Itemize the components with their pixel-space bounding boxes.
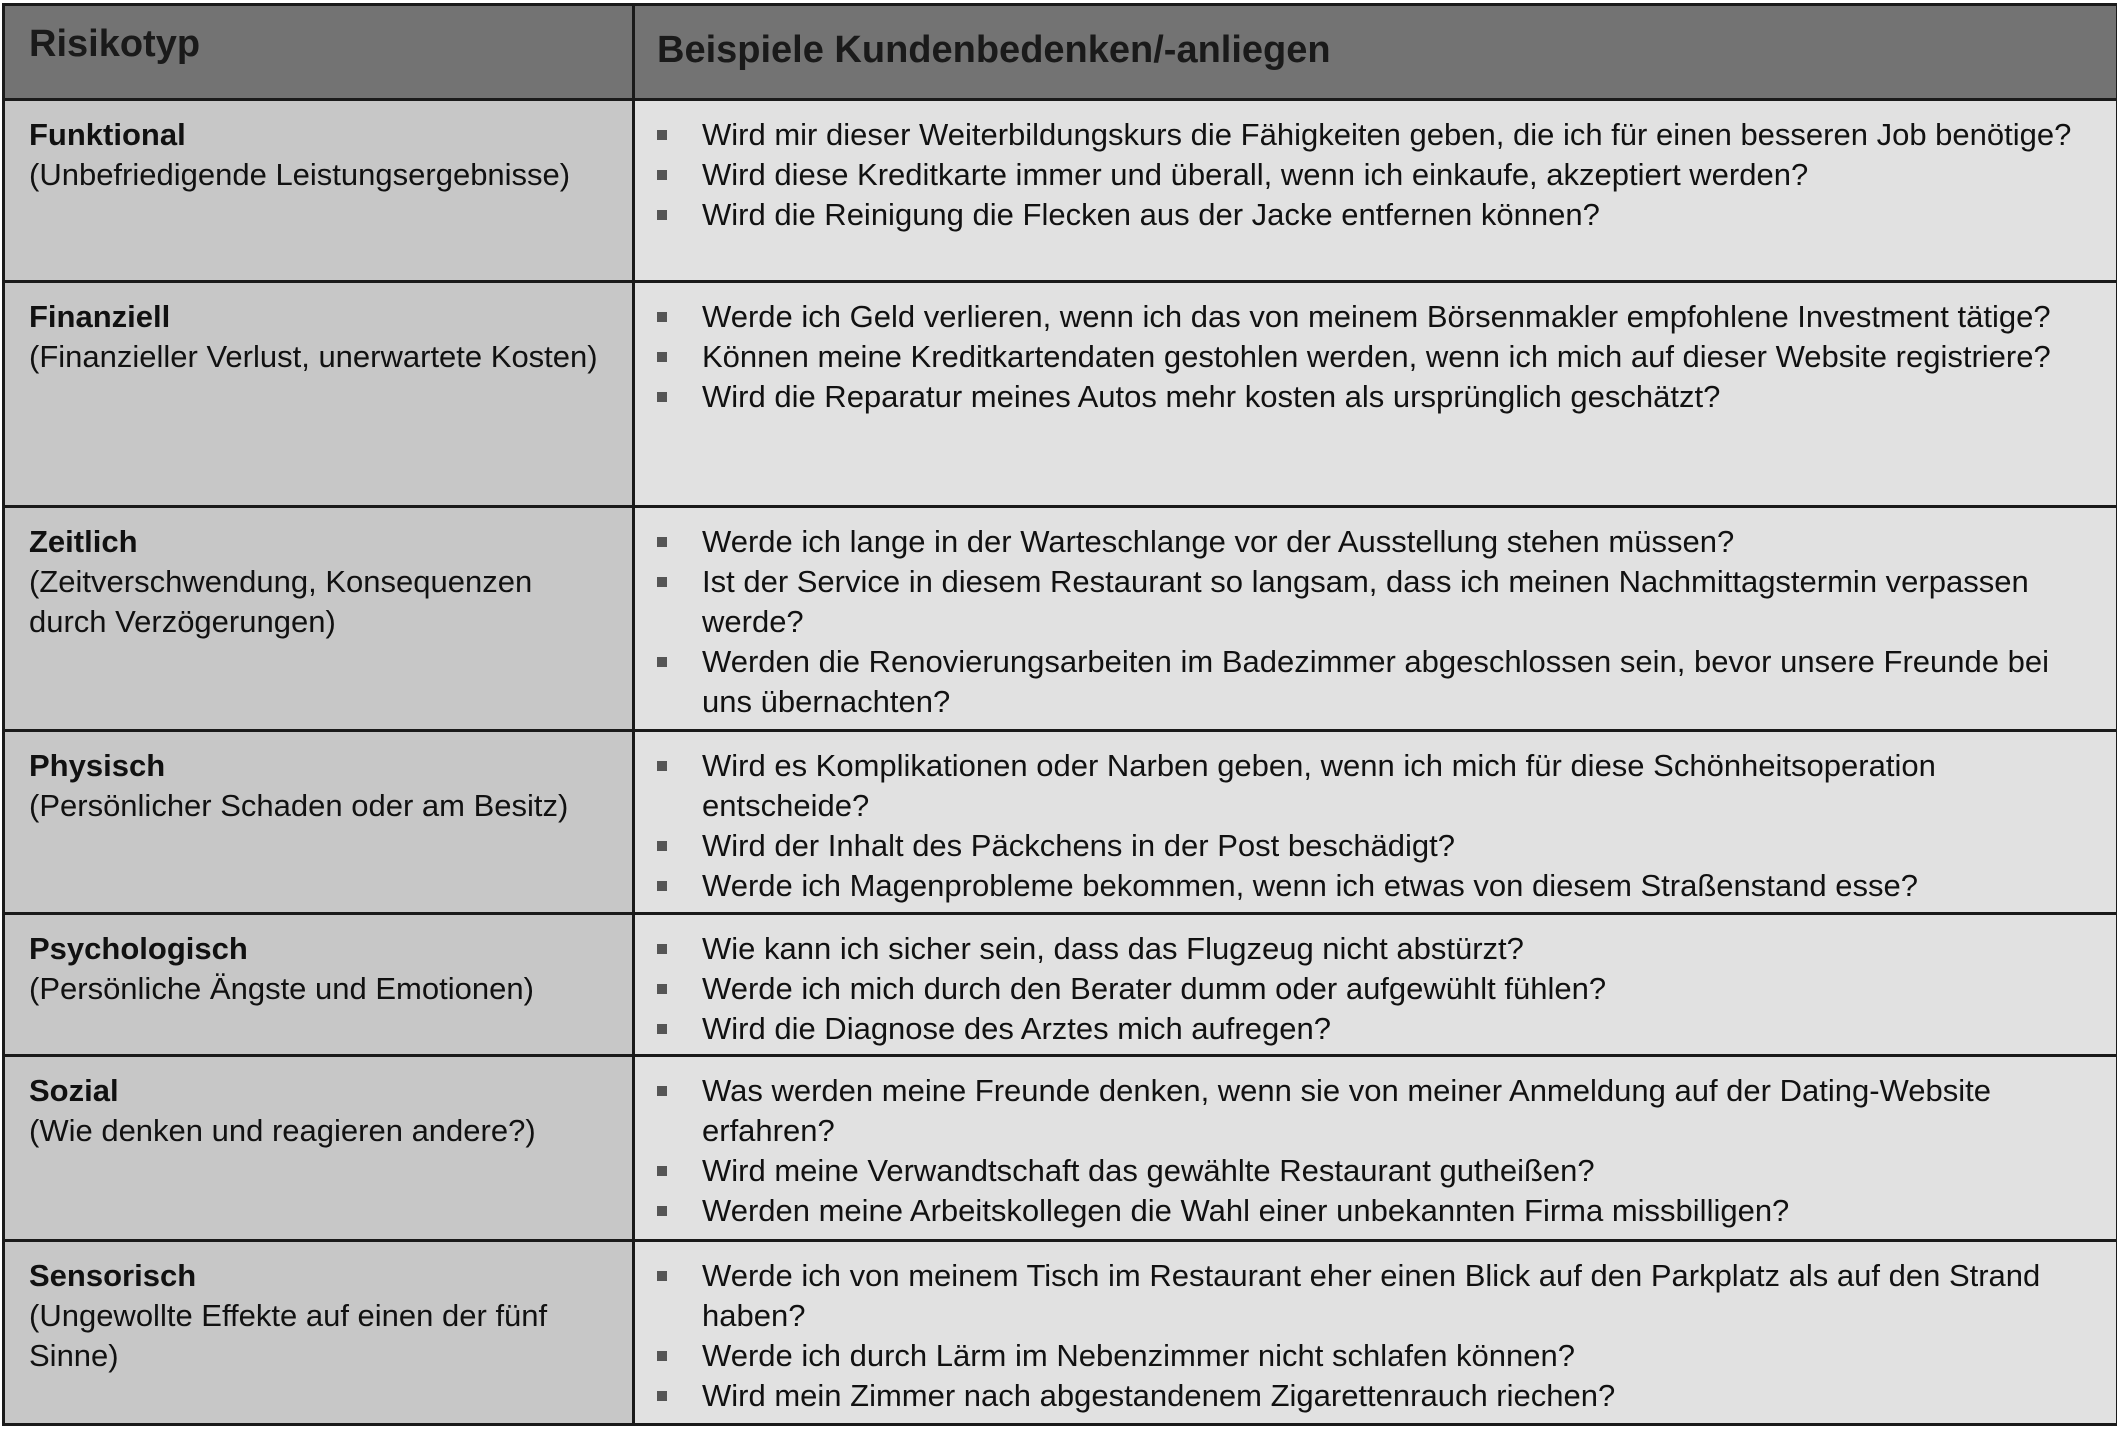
list-item: Wird meine Verwandtschaft das gewählte Restaurant gutheißen? [635, 1151, 2092, 1191]
list-item: Werden die Renovierungsarbeiten im Badezimmer abgeschlossen sein, bevor unsere Freunde bei uns übernachten? [635, 642, 2092, 722]
bullet-square-icon [657, 312, 667, 322]
examples-cell [634, 1056, 2117, 1240]
risk-table-wrapper [2, 3, 2116, 1426]
list-item: Werde ich von meinem Tisch im Restaurant eher einen Blick auf den Parkplatz als auf den Strand haben? [635, 1256, 2092, 1336]
list-item: Was werden meine Freunde denken, wenn sie von meiner Anmeldung auf der Dating-Website erfahren? [635, 1071, 2092, 1151]
table-header-row [4, 5, 2117, 100]
list-item: Werde ich mich durch den Berater dumm oder aufgewühlt fühlen? [635, 969, 2092, 1009]
risk-type-table [2, 3, 2117, 1426]
risk-type-cell [4, 506, 634, 731]
examples-list [635, 283, 2116, 417]
examples-list [635, 915, 2116, 1049]
bullet-square-icon [657, 1391, 667, 1401]
risk-type-description: (Unbefriedigende Leistungsergebnisse) [29, 157, 571, 192]
examples-cell [634, 731, 2117, 913]
bullet-square-icon [657, 130, 667, 140]
bullet-square-icon [657, 1024, 667, 1034]
examples-cell [634, 100, 2117, 282]
table-row [4, 1240, 2117, 1424]
bullet-square-icon [657, 577, 667, 587]
list-item: Ist der Service in diesem Restaurant so langsam, dass ich meinen Nachmittagstermin verpassen werde? [635, 562, 2092, 642]
list-item: Können meine Kreditkartendaten gestohlen werden, wenn ich mich auf dieser Website registriere? [635, 337, 2092, 377]
risk-type-name: Physisch [29, 748, 166, 784]
list-item: Werde ich lange in der Warteschlange vor der Ausstellung stehen müssen? [635, 522, 2092, 562]
bullet-square-icon [657, 984, 667, 994]
risk-type-name: Psychologisch [29, 930, 248, 966]
risk-type-name: Finanziell [29, 299, 171, 335]
list-item: Wird die Reparatur meines Autos mehr kosten als ursprünglich geschätzt? [635, 377, 2092, 417]
table-row [4, 731, 2117, 913]
list-item: Werden meine Arbeitskollegen die Wahl einer unbekannten Firma missbilligen? [635, 1191, 2092, 1231]
bullet-square-icon [657, 841, 667, 851]
list-item: Wird mein Zimmer nach abgestandenem Zigarettenrauch riechen? [635, 1376, 2092, 1416]
risk-type-name: Sensorisch [29, 1257, 197, 1293]
examples-list [635, 1057, 2116, 1231]
bullet-square-icon [657, 210, 667, 220]
risk-type-name: Zeitlich [29, 523, 138, 559]
risk-type-cell [4, 731, 634, 913]
examples-cell [634, 506, 2117, 731]
header-risk-type: Risikotyp [4, 5, 634, 100]
bullet-square-icon [657, 1086, 667, 1096]
examples-list [635, 732, 2116, 906]
bullet-square-icon [657, 170, 667, 180]
bullet-square-icon [657, 1271, 667, 1281]
table-row [4, 506, 2117, 731]
risk-type-cell [4, 1056, 634, 1240]
risk-type-description: (Finanzieller Verlust, unerwartete Kosten) [29, 339, 598, 375]
bullet-square-icon [657, 352, 667, 362]
risk-type-cell [4, 913, 634, 1055]
list-item: Werde ich Magenprobleme bekommen, wenn ich etwas von diesem Straßenstand esse? [635, 866, 2092, 906]
bullet-square-icon [657, 761, 667, 771]
table-row [4, 282, 2117, 507]
list-item: Wie kann ich sicher sein, dass das Flugzeug nicht abstürzt? [635, 929, 2092, 969]
list-item: Werde ich durch Lärm im Nebenzimmer nicht schlafen können? [635, 1336, 2092, 1376]
risk-type-description: (Wie denken und reagieren andere?) [29, 1113, 536, 1149]
bullet-square-icon [657, 944, 667, 954]
list-item: Wird die Diagnose des Arztes mich aufregen? [635, 1009, 2092, 1049]
table-row [4, 913, 2117, 1055]
list-item: Werde ich Geld verlieren, wenn ich das von meinem Börsenmakler empfohlene Investment tätige? [635, 297, 2092, 337]
bullet-square-icon [657, 1351, 667, 1361]
examples-cell [634, 1240, 2117, 1424]
list-item: Wird mir dieser Weiterbildungskurs die Fähigkeiten geben, die ich für einen besseren Job benötige? [635, 115, 2092, 155]
bullet-square-icon [657, 1206, 667, 1216]
bullet-square-icon [657, 537, 667, 547]
table-row [4, 100, 2117, 282]
examples-list [635, 1242, 2116, 1416]
examples-cell [634, 282, 2117, 507]
examples-list [635, 101, 2116, 235]
header-examples: Beispiele Kundenbedenken/-anliegen [634, 5, 2117, 100]
bullet-square-icon [657, 881, 667, 891]
list-item: Wird es Komplikationen oder Narben geben, wenn ich mich für diese Schönheitsoperation entscheide? [635, 746, 2092, 826]
list-item: Wird die Reinigung die Flecken aus der Jacke entfernen können? [635, 195, 2092, 235]
bullet-square-icon [657, 392, 667, 402]
bullet-square-icon [657, 1166, 667, 1176]
risk-type-description: (Persönlicher Schaden oder am Besitz) [29, 788, 569, 824]
table-row [4, 1056, 2117, 1240]
risk-type-name: Sozial [29, 1073, 119, 1109]
risk-type-name: Funktional [29, 117, 186, 152]
risk-type-description: (Ungewollte Effekte auf einen der fünf Sinne) [29, 1297, 548, 1373]
examples-cell [634, 913, 2117, 1055]
examples-list [635, 508, 2116, 722]
risk-type-description: (Zeitverschwendung, Konsequenzen durch Verzögerungen) [29, 563, 533, 639]
risk-type-description: (Persönliche Ängste und Emotionen) [29, 970, 534, 1006]
list-item: Wird diese Kreditkarte immer und überall, wenn ich einkaufe, akzeptiert werden? [635, 155, 2092, 195]
risk-type-cell [4, 282, 634, 507]
list-item: Wird der Inhalt des Päckchens in der Post beschädigt? [635, 826, 2092, 866]
risk-type-cell [4, 100, 634, 282]
risk-type-cell [4, 1240, 634, 1424]
bullet-square-icon [657, 657, 667, 667]
